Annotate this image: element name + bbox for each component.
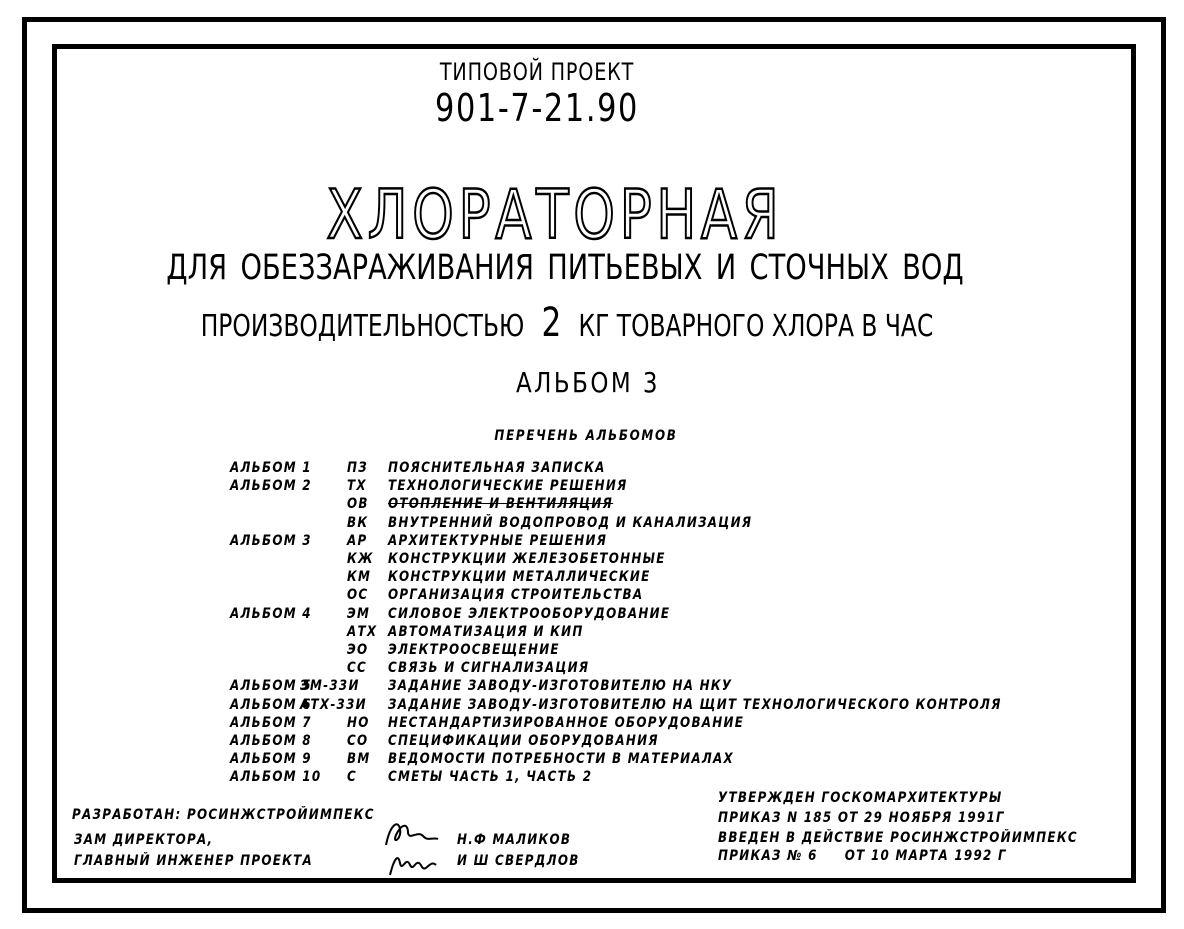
album-description: СИЛОВОЕ ЭЛЕКТРООБОРУДОВАНИЕ [388,605,671,622]
album-description: КОНСТРУКЦИИ ЖЕЛЕЗОБЕТОННЫЕ [388,551,666,567]
capacity-line [105,300,1029,346]
album-label: АЛЬБОМ 8 [230,733,312,749]
album-description: НЕСТАНДАРТИЗИРОВАННОЕ ОБОРУДОВАНИЕ [388,714,745,731]
album-code: НО [347,714,370,731]
album-code: С [347,769,358,786]
album-code: АР [347,532,368,549]
role-deputy-director: ЗАМ ДИРЕКТОРА, [74,832,214,848]
album-code: ВМ [347,751,371,768]
project-number: 901-7-21.90 [435,86,639,130]
album-label: АЛЬБОМ 10 [230,769,322,786]
signature-image [378,815,448,880]
album-description: ПОЯСНИТЕЛЬНАЯ ЗАПИСКА [388,460,606,476]
album-label: АЛЬБОМ 7 [230,714,312,731]
album-label: АЛЬБОМ 3 [230,532,312,549]
role-chief-engineer: ГЛАВНЫЙ ИНЖЕНЕР ПРОЕКТА [74,853,314,869]
album-label: АЛЬБОМ 2 [230,478,312,495]
album-number: АЛЬБОМ 3 [516,366,660,399]
album-label: АЛЬБОМ 4 [230,605,312,622]
approval-line-2: ПРИКАЗ N 185 ОТ 29 НОЯБРЯ 1991Г [718,810,1005,826]
album-code: ЭМ-33И [300,678,360,695]
approval-line-4: ПРИКАЗ № 6 ОТ 10 МАРТА 1992 Г [718,848,1007,864]
album-code: ОС [347,587,369,604]
capacity-value: 2 [541,300,562,346]
album-description: СПЕЦИФИКАЦИИ ОБОРУДОВАНИЯ [388,733,659,749]
album-code: ПЗ [347,460,368,476]
developed-by: РАЗРАБОТАН: РОСИНЖСТРОЙИМПЕКС [72,807,375,823]
album-code: ЭМ [347,605,371,622]
document-title: ХЛОРАТОРНАЯ [326,176,784,255]
album-description: ЗАДАНИЕ ЗАВОДУ-ИЗГОТОВИТЕЛЮ НА НКУ [388,678,733,695]
album-description: АРХИТЕКТУРНЫЕ РЕШЕНИЯ [388,532,608,549]
album-code: ЭО [347,642,369,658]
name-malikov: Н.Ф МАЛИКОВ [457,832,572,848]
capacity-suffix: КГ ТОВАРНОГО ХЛОРА В ЧАС [578,309,934,344]
album-label: АЛЬБОМ 1 [230,460,312,476]
album-description: ВНУТРЕННИЙ ВОДОПРОВОД И КАНАЛИЗАЦИЯ [388,514,753,531]
album-code: КЖ [347,551,374,567]
album-list-title: ПЕРЕЧЕНЬ АЛЬБОМОВ [494,428,678,444]
album-description: СМЕТЫ ЧАСТЬ 1, ЧАСТЬ 2 [388,769,593,786]
album-label: АЛЬБОМ 6 [230,696,312,713]
album-description: ОТОПЛЕНИЕ И ВЕНТИЛЯЦИЯ [388,496,614,513]
album-code: СС [347,660,368,677]
album-description: ВЕДОМОСТИ ПОТРЕБНОСТИ В МАТЕРИАЛАХ [388,751,734,768]
album-description: КОНСТРУКЦИИ МЕТАЛЛИЧЕСКИЕ [388,569,651,586]
approval-line-3: ВВЕДЕН В ДЕЙСТВИЕ РОСИНЖСТРОЙИМПЕКС [718,830,1078,846]
document-subtitle: ДЛЯ ОБЕЗЗАРАЖИВАНИЯ ПИТЬЕВЫХ И СТОЧНЫХ ВОД [166,248,964,288]
album-code: АТХ [347,623,378,640]
album-description: ОРГАНИЗАЦИЯ СТРОИТЕЛЬСТВА [388,587,644,604]
album-description: ТЕХНОЛОГИЧЕСКИЕ РЕШЕНИЯ [388,478,628,495]
album-code: КМ [347,569,372,586]
album-code: АТХ-33И [300,696,367,713]
album-label: АЛЬБОМ 9 [230,751,312,768]
album-description: ЭЛЕКТРООСВЕЩЕНИЕ [388,642,560,658]
album-code: СО [347,733,369,749]
project-type-label: ТИПОВОЙ ПРОЕКТ [439,58,635,86]
album-code: ВК [347,514,369,531]
album-code: ТХ [347,478,367,495]
album-description: АВТОМАТИЗАЦИЯ И КИП [388,623,584,640]
album-code: ОВ [347,496,369,513]
album-description: ЗАДАНИЕ ЗАВОДУ-ИЗГОТОВИТЕЛЮ НА ЩИТ ТЕХНОЛОГИЧЕСКОГО КОНТРОЛЯ [388,696,1002,713]
capacity-prefix: ПРОИЗВОДИТЕЛЬНОСТЬЮ [200,309,525,344]
approval-line-1: УТВЕРЖДЕН ГОСКОМАРХИТЕКТУРЫ [718,790,1003,806]
name-sverdlov: И Ш СВЕРДЛОВ [457,853,580,869]
album-description: СВЯЗЬ И СИГНАЛИЗАЦИЯ [388,660,590,677]
album-label: АЛЬБОМ 5 [230,678,312,695]
